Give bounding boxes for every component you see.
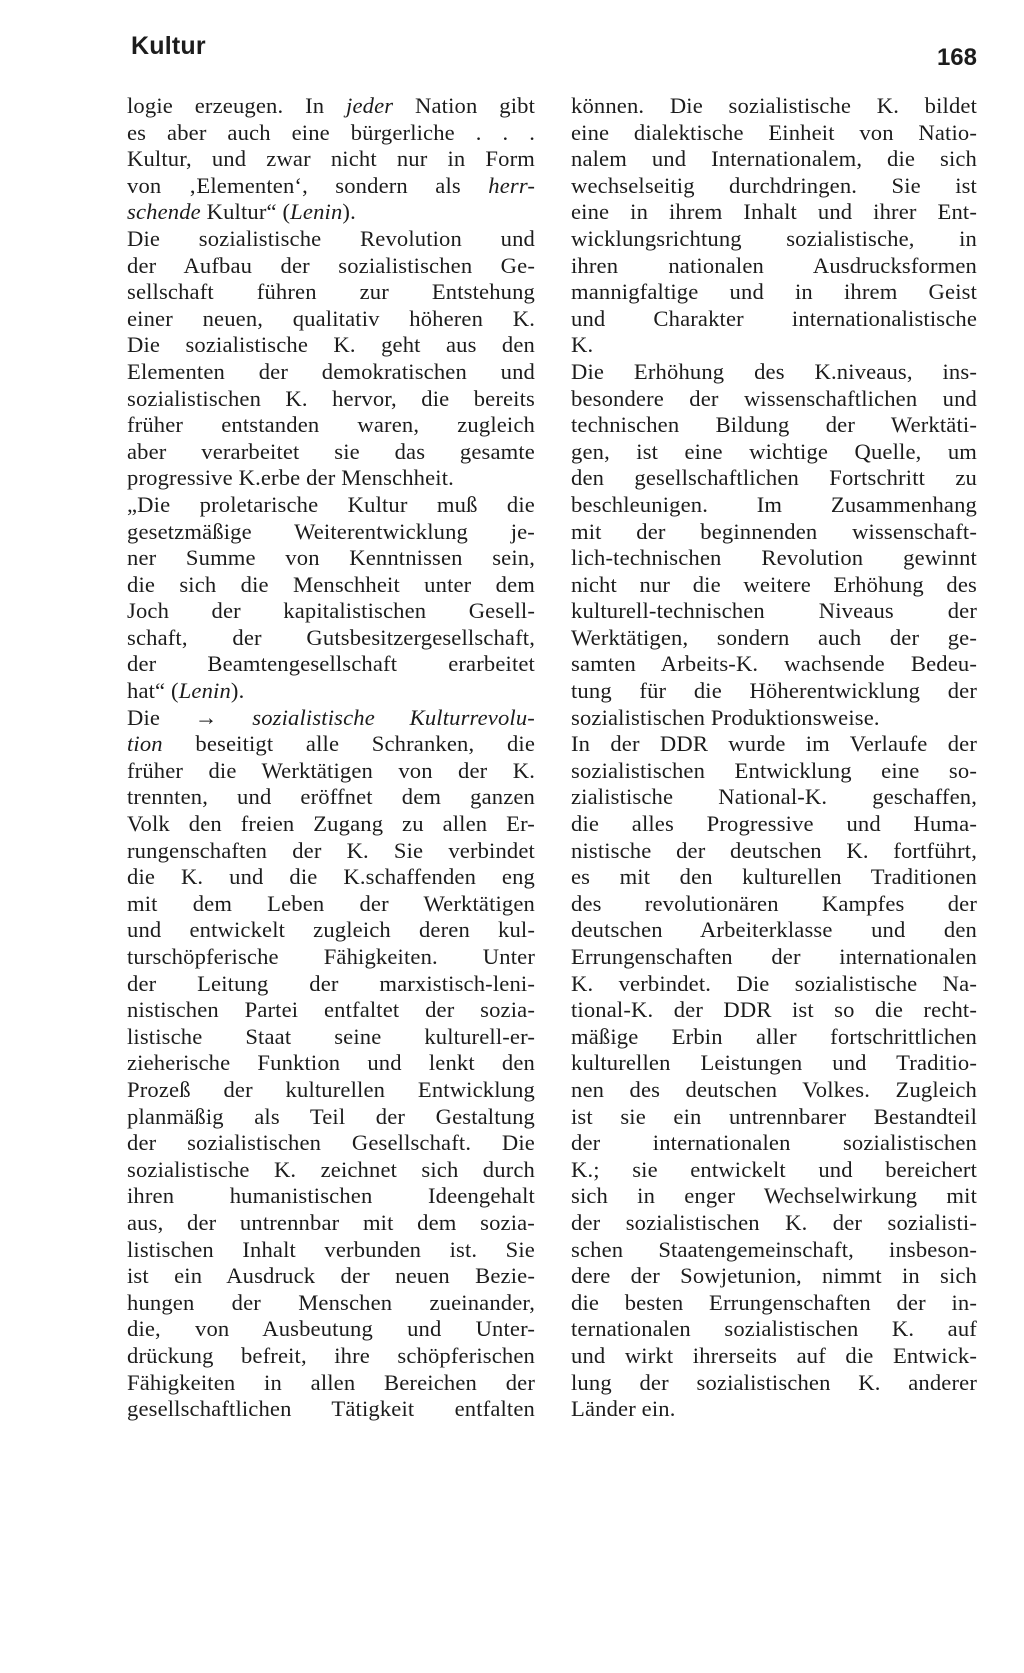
text-line: listische Staat seine kulturell-er-: [127, 1023, 535, 1049]
text-line: eine dialektische Einheit von Natio-: [571, 119, 977, 145]
text-line: einer neuen, qualitativ höheren K.: [127, 305, 535, 331]
text-line: es mit den kulturellen Traditionen: [571, 864, 977, 890]
text-line: der Beamtengesellschaft erarbeitet: [127, 651, 535, 677]
left-column: [127, 93, 535, 1423]
text-line: nistischen Partei entfaltet der sozia-: [127, 997, 535, 1023]
text-line: mit dem Leben der Werktätigen: [127, 890, 535, 916]
text-line: nicht nur die weitere Erhöhung des: [571, 571, 977, 597]
text-line: tung für die Höherentwicklung der: [571, 678, 977, 704]
text-line: es aber auch eine bürgerliche . . .: [127, 119, 535, 145]
text-line: des revolutionären Kampfes der: [571, 890, 977, 916]
text-line: sozialistischen Produktionsweise.: [571, 704, 880, 730]
text-line: gesellschaftlichen Tätigkeit entfalten: [127, 1396, 535, 1422]
text-line: hungen der Menschen zueinander,: [127, 1289, 535, 1315]
text-line: Die Erhöhung des K.niveaus, ins-: [571, 358, 977, 384]
text-line: K. verbindet. Die sozialistische Na-: [571, 970, 977, 996]
text-line: In der DDR wurde im Verlaufe der: [571, 731, 977, 757]
text-line: der sozialistischen Gesellschaft. Die: [127, 1130, 535, 1156]
right-column: [571, 93, 977, 1423]
text-line: Fähigkeiten in allen Bereichen der: [127, 1369, 535, 1395]
text-line: und entwickelt zugleich deren kul-: [127, 917, 535, 943]
text-line: der sozialistischen K. der sozialisti-: [571, 1209, 977, 1235]
text-line: planmäßig als Teil der Gestaltung: [127, 1103, 535, 1129]
text-line: zieherische Funktion und lenkt den: [127, 1050, 535, 1076]
text-line: technischen Bildung der Werktäti-: [571, 412, 977, 438]
text-line: kulturellen Leistungen und Traditio-: [571, 1050, 977, 1076]
text-line: beschleunigen. Im Zusammenhang: [571, 491, 977, 517]
text-line: die K. und die K.schaffenden eng: [127, 864, 535, 890]
text-line: ist sie ein untrennbarer Bestandteil: [571, 1103, 977, 1129]
text-line: mäßige Erbin aller fortschrittlichen: [571, 1023, 977, 1049]
text-line: tion beseitigt alle Schranken, die: [127, 731, 535, 757]
text-line: Prozeß der kulturellen Entwicklung: [127, 1076, 535, 1102]
text-line: sozialistischen K. hervor, die bereits: [127, 385, 535, 411]
text-line: ner Summe von Kenntnissen sein,: [127, 545, 535, 571]
text-line: turschöpferische Fähigkeiten. Unter: [127, 944, 535, 969]
text-line: schaft, der Gutsbesitzergesellschaft,: [127, 624, 535, 650]
text-line: Länder ein.: [571, 1396, 676, 1422]
text-line: sellschaft führen zur Entstehung: [127, 279, 535, 305]
text-line: sozialistischen Entwicklung eine so-: [571, 757, 977, 783]
text-line: Joch der kapitalistischen Gesell-: [127, 598, 535, 624]
text-line: lung der sozialistischen K. anderer: [571, 1369, 977, 1395]
text-line: trennten, und eröffnet dem ganzen: [127, 784, 535, 810]
text-line: wicklungsrichtung sozialistische, in: [571, 225, 977, 251]
text-line: eine in ihrem Inhalt und ihrer Ent-: [571, 199, 977, 225]
text-line: von ‚Elementen‘, sondern als herr-: [127, 172, 535, 198]
text-line: nalem und Internationalem, die sich: [571, 146, 977, 172]
text-line: rungenschaften der K. Sie verbindet: [127, 837, 535, 863]
text-line: mannigfaltige und in ihrem Geist: [571, 279, 977, 305]
text-line: Die → sozialistische Kulturrevolu-: [127, 704, 535, 730]
text-line: Werktätigen, sondern auch der ge-: [571, 624, 977, 650]
text-line: „Die proletarische Kultur muß die: [127, 491, 535, 517]
text-line: Die sozialistische Revolution und: [127, 225, 535, 251]
text-line: kulturell-technischen Niveaus der: [571, 598, 977, 624]
text-line: den gesellschaftlichen Fortschritt zu: [571, 465, 977, 491]
text-line: Volk den freien Zugang zu allen Er-: [127, 811, 535, 837]
text-line: dere der Sowjetunion, nimmt in sich: [571, 1263, 977, 1289]
text-line: ternationalen sozialistischen K. auf: [571, 1316, 977, 1342]
cross-reference-link: sozialistische Kulturrevolu-: [252, 704, 535, 730]
text-line: der Leitung der marxistisch-leni-: [127, 970, 535, 996]
text-line: schende Kultur“ (Lenin).: [127, 199, 356, 225]
text-line: sich in enger Wechselwirkung mit: [571, 1183, 977, 1209]
text-line: sozialistische K. zeichnet sich durch: [127, 1156, 535, 1182]
text-line: und Charakter internationalistische: [571, 305, 977, 331]
text-line: besondere der wissenschaftlichen und: [571, 385, 977, 411]
text-line: hat“ (Lenin).: [127, 678, 245, 704]
text-line: tional-K. der DDR ist so die recht-: [571, 997, 977, 1023]
text-line: ihren nationalen Ausdrucksformen: [571, 252, 977, 278]
text-line: können. Die sozialistische K. bildet: [571, 93, 977, 118]
text-line: Errungenschaften der internationalen: [571, 944, 977, 969]
text-line: zialistische National-K. geschaffen,: [571, 784, 977, 810]
text-line: die sich die Menschheit unter dem: [127, 571, 535, 597]
text-line: gesetzmäßige Weiterentwicklung je-: [127, 518, 535, 544]
text-line: gen, ist eine wichtige Quelle, um: [571, 438, 977, 464]
text-line: früher entstanden waren, zugleich: [127, 412, 535, 438]
text-line: der internationalen sozialistischen: [571, 1130, 977, 1156]
text-line: nistische der deutschen K. fortführt,: [571, 837, 977, 863]
page-number: 168: [936, 44, 977, 71]
text-line: ihren humanistischen Ideengehalt: [127, 1183, 535, 1209]
text-line: Die sozialistische K. geht aus den: [127, 332, 535, 358]
text-line: ist ein Ausdruck der neuen Bezie-: [127, 1263, 535, 1289]
text-line: Kultur, und zwar nicht nur in Form: [127, 146, 535, 172]
text-line: und wirkt ihrerseits auf die Entwick-: [571, 1342, 977, 1368]
text-line: deutschen Arbeiterklasse und den: [571, 917, 977, 943]
text-line: listischen Inhalt verbunden ist. Sie: [127, 1236, 535, 1262]
text-line: K.; sie entwickelt und bereichert: [571, 1156, 977, 1182]
text-line: aber verarbeitet sie das gesamte: [127, 438, 535, 464]
text-line: logie erzeugen. In jeder Nation gibt: [127, 93, 535, 118]
text-line: aus, der untrennbar mit dem sozia-: [127, 1209, 535, 1235]
text-line: wechselseitig durchdringen. Sie ist: [571, 172, 977, 198]
text-line: progressive K.erbe der Menschheit.: [127, 465, 454, 491]
text-line: samten Arbeits-K. wachsende Bedeu-: [571, 651, 977, 677]
text-line: die, von Ausbeutung und Unter-: [127, 1316, 535, 1342]
text-line: lich-technischen Revolution gewinnt: [571, 545, 977, 571]
text-line: schen Staatengemeinschaft, insbeson-: [571, 1236, 977, 1262]
text-line: der Aufbau der sozialistischen Ge-: [127, 252, 535, 278]
text-line: die alles Progressive und Huma-: [571, 811, 977, 837]
text-line: mit der beginnenden wissenschaft-: [571, 518, 977, 544]
text-line: drückung befreit, ihre schöpferischen: [127, 1342, 535, 1368]
text-line: früher die Werktätigen von der K.: [127, 757, 535, 783]
text-line: K.: [571, 332, 594, 358]
text-line: nen des deutschen Volkes. Zugleich: [571, 1076, 977, 1102]
text-line: Elementen der demokratischen und: [127, 358, 535, 384]
section-title: Kultur: [131, 32, 206, 60]
text-line: die besten Errungenschaften der in-: [571, 1289, 977, 1315]
